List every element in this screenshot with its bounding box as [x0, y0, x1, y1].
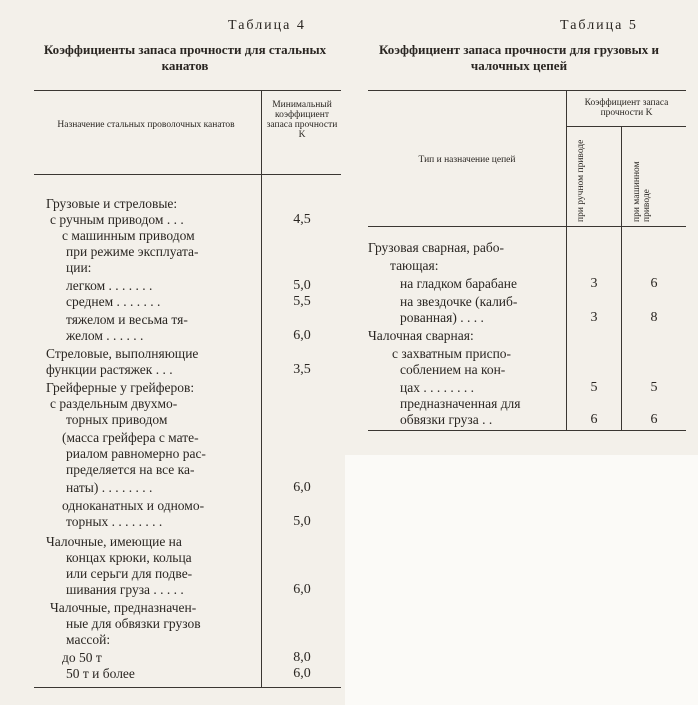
- table4-row-value: 5,0: [293, 514, 311, 529]
- table5-row-label: с захватным приспо-: [392, 346, 512, 361]
- table5-row-value-v2: 8: [650, 310, 658, 325]
- table4-row-value: 3,5: [293, 362, 311, 377]
- table5-row-label: Чалочная сварная:: [368, 328, 474, 343]
- table4-row-label: 50 т и более: [66, 666, 135, 681]
- table4-row-label: пределяется на все ка-: [66, 462, 195, 477]
- table5-row-label: Грузовая сварная, рабо-: [368, 240, 505, 255]
- table5-group-rule: [566, 126, 686, 127]
- table5-row-label: на гладком барабане: [400, 276, 518, 291]
- table4-row-label: риалом равномерно рас-: [66, 446, 206, 461]
- table4-row-label: Грузовые и стреловые:: [46, 196, 178, 211]
- table4-row-label: функции растяжек . . .: [46, 362, 173, 377]
- table4-title: Коэффициенты запаса прочности для стальных канатов: [43, 42, 327, 73]
- table4-row-value: 8,0: [293, 650, 311, 665]
- table4-row-label: наты) . . . . . . . .: [66, 480, 153, 495]
- table4-header-rule: [34, 174, 341, 175]
- table4-row-label: концах крюки, кольца: [66, 550, 192, 565]
- table5-row-value-v1: 6: [590, 412, 598, 427]
- table5-sub-header-1: при ручном приводе: [576, 139, 586, 222]
- table5-header-rule: [368, 226, 686, 227]
- table4-row-label: при режиме эксплуата-: [66, 244, 199, 259]
- table4-row-value: 5,0: [293, 278, 311, 293]
- table5-group-header: Коэффициент запаса прочности K: [584, 98, 669, 118]
- table5-title: Коэффициент запаса прочности для грузовых и чалочных цепей: [378, 42, 659, 73]
- table5-row-value-v1: 5: [590, 380, 598, 395]
- table4-row-label: среднем . . . . . . .: [66, 294, 161, 309]
- table5-row-label: цах . . . . . . . .: [400, 380, 474, 395]
- table4-row-label: тяжелом и весьма тя-: [66, 312, 188, 327]
- table5-col1-header: Тип и назначение цепей: [418, 155, 516, 165]
- table4-row-label: с раздельным двухмо-: [50, 396, 178, 411]
- table4-caption: Таблица 4: [228, 18, 306, 33]
- table4-row-value: 6,0: [293, 328, 311, 343]
- table5-row-label: обвязки груза . .: [400, 412, 493, 427]
- table4-row-label: Чалочные, предназначен-: [50, 600, 197, 615]
- table4-row-label: до 50 т: [62, 650, 102, 665]
- table4-row-label: легком . . . . . . .: [66, 278, 153, 293]
- table5-row-label: тающая:: [390, 258, 439, 273]
- table4-row-label: с машинным приводом: [62, 228, 195, 243]
- table5-row-value-v2: 5: [650, 380, 658, 395]
- table4-row-label: ные для обвязки грузов: [66, 616, 201, 631]
- blank-page-area: [345, 455, 698, 705]
- table4-col2-header: Минимальный коэффициент запаса прочности K: [266, 100, 338, 140]
- table5-top-rule: [368, 90, 686, 91]
- table5-row-label: рованная) . . . .: [400, 310, 484, 325]
- table4-row-label: одноканатных и одномо-: [62, 498, 205, 513]
- table5-row-value-v2: 6: [650, 412, 658, 427]
- table4-row-value: 5,5: [293, 294, 311, 309]
- table5-row-value-v2: 6: [650, 276, 658, 291]
- table4-col1-header: Назначение стальных проволочных канатов: [57, 120, 235, 130]
- table5-sub-header-2: при машинном приводе: [632, 161, 652, 222]
- table4-row-label: или серьги для подве-: [66, 566, 193, 581]
- table4-bottom-rule: [34, 687, 341, 688]
- table4-top-rule: [34, 90, 341, 91]
- table4-row-label: с ручным приводом . . .: [50, 212, 184, 227]
- table5-row-label: предназначенная для: [400, 396, 521, 411]
- table5-row-label: соблением на кон-: [400, 362, 506, 377]
- table4-row-value: 6,0: [293, 582, 311, 597]
- table4-row-label: торных . . . . . . . .: [66, 514, 163, 529]
- table4-row-value: 4,5: [293, 212, 311, 227]
- table5-bottom-rule: [368, 430, 686, 431]
- table5-caption: Таблица 5: [560, 18, 638, 33]
- table4-row-label: торных приводом: [66, 412, 168, 427]
- table4-col-divider: [261, 90, 262, 688]
- table4-row-label: шивания груза . . . . .: [66, 582, 184, 597]
- table5-row-value-v1: 3: [590, 310, 598, 325]
- table4-row-value: 6,0: [293, 666, 311, 681]
- table4-row-label: (масса грейфера с мате-: [62, 430, 199, 445]
- table4-row-label: ции:: [66, 260, 92, 275]
- table4-row-label: Грейферные у грейферов:: [46, 380, 195, 395]
- table4-row-label: Стреловые, выполняющие: [46, 346, 199, 361]
- table4-row-label: Чалочные, имеющие на: [46, 534, 182, 549]
- table4-row-label: массой:: [66, 632, 111, 647]
- table5-row-label: на звездочке (калиб-: [400, 294, 518, 309]
- table4-row-value: 6,0: [293, 480, 311, 495]
- table4-row-label: желом . . . . . .: [66, 328, 144, 343]
- table5-row-value-v1: 3: [590, 276, 598, 291]
